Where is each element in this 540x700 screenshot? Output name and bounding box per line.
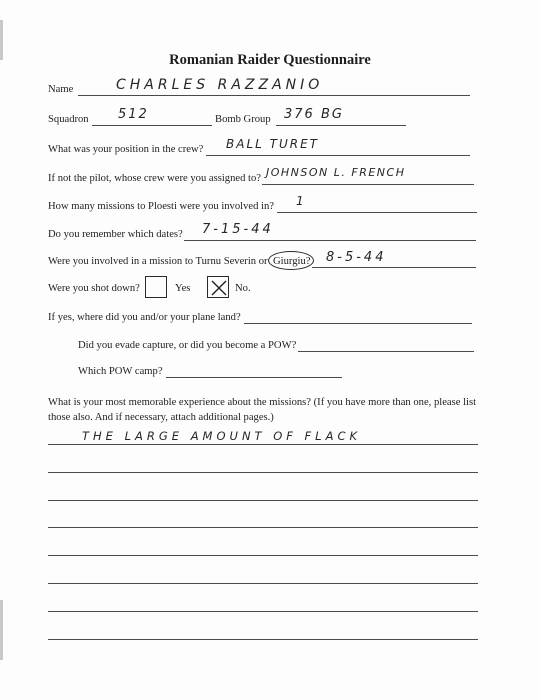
bomb-group-line[interactable]	[276, 125, 406, 126]
shot-down-no-checkbox[interactable]	[207, 276, 229, 298]
evade-line[interactable]	[298, 351, 474, 352]
squadron-line[interactable]	[92, 125, 212, 126]
land-label: If yes, where did you and/or your plane land?	[48, 312, 241, 323]
no-label: No.	[235, 283, 251, 294]
ploesti-missions-line[interactable]	[277, 212, 477, 213]
position-label: What was your position in the crew?	[48, 144, 204, 155]
scan-edge-mark	[0, 600, 3, 660]
ploesti-missions-value: 1	[296, 194, 306, 208]
answer-line[interactable]	[48, 444, 478, 445]
crew-line[interactable]	[262, 184, 474, 185]
answer-line[interactable]	[48, 555, 478, 556]
x-mark-icon	[208, 277, 230, 299]
answer-line[interactable]	[48, 472, 478, 473]
shot-down-label: Were you shot down?	[48, 283, 140, 294]
answer-line[interactable]	[48, 500, 478, 501]
dates-line[interactable]	[184, 240, 476, 241]
squadron-value: 512	[118, 107, 149, 122]
turnu-line[interactable]	[312, 267, 476, 268]
pow-camp-line[interactable]	[166, 377, 342, 378]
turnu-label: Were you involved in a mission to Turnu Severin or	[48, 256, 268, 267]
experience-question: What is your most memorable experience about the missions? (If you have more than one, please list those also. And if necessary, attach additional pages.)	[48, 397, 477, 423]
dates-label: Do you remember which dates?	[48, 229, 183, 240]
position-line[interactable]	[206, 155, 470, 156]
land-line[interactable]	[244, 323, 472, 324]
giurgiu-option: Giurgiu?	[273, 256, 311, 267]
answer-line[interactable]	[48, 611, 478, 612]
pow-camp-label: Which POW camp?	[78, 366, 163, 377]
bomb-group-value: 376 BG	[284, 107, 344, 122]
shot-down-yes-checkbox[interactable]	[145, 276, 167, 298]
answer-line[interactable]	[48, 583, 478, 584]
crew-value: JOHNSON L. FRENCH	[266, 166, 406, 179]
answer-text: THE LARGE AMOUNT OF FLACK	[82, 429, 362, 443]
answer-line[interactable]	[48, 527, 478, 528]
name-line[interactable]	[78, 95, 470, 96]
dates-value: 7-15-44	[202, 222, 274, 237]
form-title: Romanian Raider Questionnaire	[169, 52, 371, 68]
turnu-value: 8-5-44	[326, 250, 387, 265]
name-label: Name	[48, 84, 74, 95]
crew-label: If not the pilot, whose crew were you assigned to?	[48, 173, 261, 184]
answer-line[interactable]	[48, 639, 478, 640]
position-value: BALL TURET	[226, 137, 319, 151]
name-value: CHARLES RAZZANIO	[116, 77, 324, 93]
evade-label: Did you evade capture, or did you become a POW?	[78, 340, 297, 351]
ploesti-missions-label: How many missions to Ploesti were you involved in?	[48, 201, 274, 212]
squadron-label: Squadron	[48, 114, 89, 125]
bomb-group-label: Bomb Group	[215, 114, 271, 125]
yes-label: Yes	[175, 283, 191, 294]
